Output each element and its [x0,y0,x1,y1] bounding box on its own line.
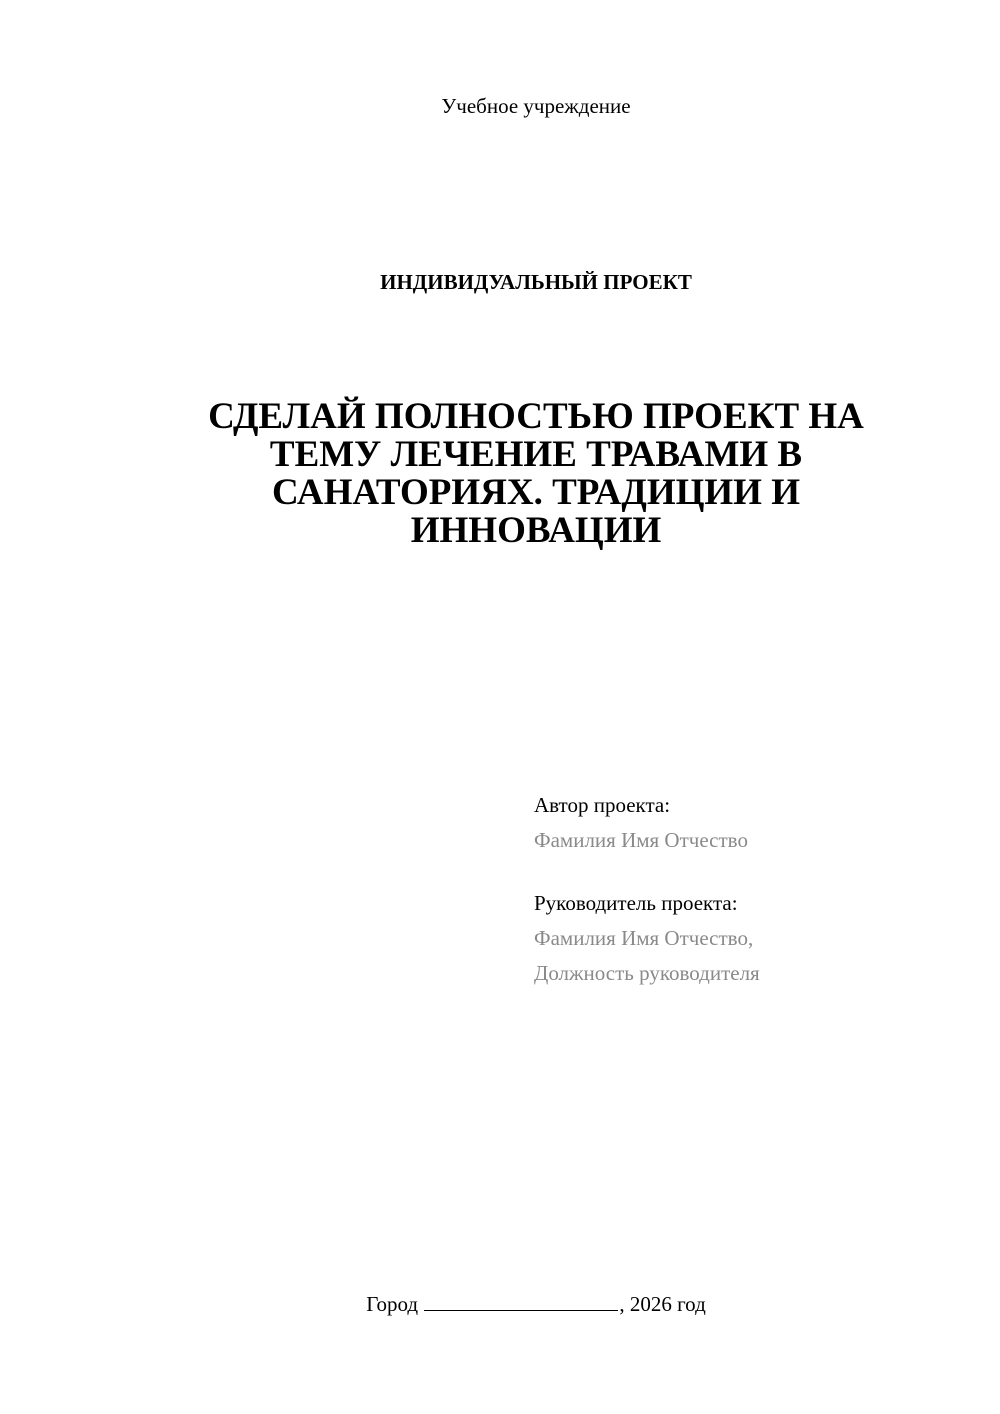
year-text: , 2026 год [619,1292,706,1316]
project-title-line-3: САНАТОРИЯХ. ТРАДИЦИИ И [271,472,800,513]
city-label: Город [366,1292,419,1316]
project-info-block [534,788,974,991]
project-title-line-2: ТЕМУ ЛЕЧЕНИЕ ТРАВАМИ В [269,434,803,475]
footer-city-year [0,1290,1000,1318]
document-type: ИНДИВИДУАЛЬНЫЙ ПРОЕКТ [380,270,692,294]
supervisor-label: Руководитель проекта: [534,891,738,915]
project-title-line-4: ИННОВАЦИИ [410,510,662,551]
project-title [150,398,922,550]
city-blank-line [424,1290,618,1311]
supervisor-position: Должность руководителя [534,961,760,985]
project-title-line-1: СДЕЛАЙ ПОЛНОСТЬЮ ПРОЕКТ НА [208,396,864,437]
author-label: Автор проекта: [534,793,671,817]
supervisor-name: Фамилия Имя Отчество, [534,926,754,950]
info-spacer [534,858,974,886]
institution-name: Учебное учреждение [441,94,631,118]
author-name: Фамилия Имя Отчество [534,828,748,852]
